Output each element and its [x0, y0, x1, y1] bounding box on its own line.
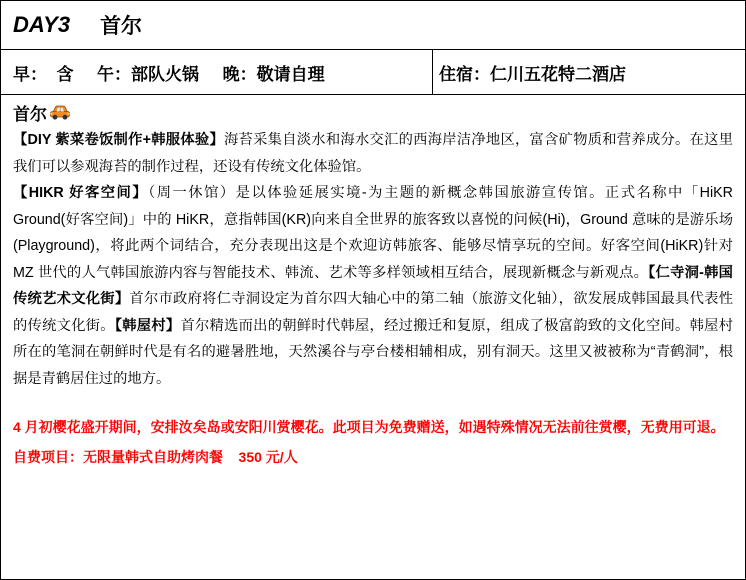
section-heading	[13, 99, 733, 125]
day-content	[0, 94, 746, 580]
description-text: 海苔采集自淡水和海水交汇的西海岸洁净地区，富含矿物质和营养成分。在这里我们可以参观海苔的制作过程，还设有传统文化体验馆。	[13, 132, 733, 175]
car-icon	[49, 103, 71, 121]
highlight-title: 【DIY 紫菜卷饭制作+韩服体验】	[13, 132, 224, 148]
description-text: （周一休馆）是以体验延展实境-为主题的新概念韩国旅游宣传馆。正式名称中「HiKR Ground(好客空间)」中的 HiKR，意指韩国(KR)向来自全世界的旅客致以喜悦的问候(Hi)，Ground 意味的是游乐场(Playground)，将此两个词结合，充分表现出这是个欢迎访韩旅客、能够尽情享玩的空间。好客空间(HiKR)针对 MZ 世代的人气韩国旅游内容与智能技术、韩流、艺术等多样领域相互结合，展现新概念与新观点。	[13, 185, 733, 281]
description-text: 首尔精选而出的朝鲜时代韩屋，经过搬迁和复原，组成了极富韵致的文化空间。韩屋村所在的笔洞在朝鲜时代是有名的避暑胜地，天然溪谷与亭台楼相辅相成，别有洞天。这里又被被称为“青鹤洞”，根据是青鹤居住过的地方。	[13, 317, 734, 387]
city-title: 首尔	[100, 15, 143, 38]
section-title: 首尔	[13, 104, 47, 124]
optional-item-note: 自费项目：无限量韩式自助烤肉餐 350 元/人	[13, 449, 298, 465]
highlight-title: 【仁寺洞-韩国传统艺术文化街】	[13, 264, 733, 307]
day-title-row	[0, 0, 746, 50]
highlight-title: 【韩屋村】	[114, 317, 181, 334]
cherry-blossom-note: 4 月初樱花盛开期间，安排汝矣岛或安阳川赏樱花。此项目为免费赠送，如遇特殊情况无法前往赏樱，无费用可退。	[13, 419, 725, 435]
description-text: 首尔市政府将仁寺洞设定为首尔四大轴心中的第二轴（旅游文化轴），欲发展成韩国最具代表性的传统文化街。	[13, 291, 733, 334]
hotel-info: 住宿：仁川五花特二酒店	[439, 64, 626, 84]
highlight-title: 【HIKR 好客空间】	[13, 185, 149, 201]
meals-info: 早： 含 午：部队火锅 晚：敬请自理	[1, 50, 433, 94]
meals-row	[0, 49, 746, 95]
section-body	[13, 127, 733, 392]
day-label: DAY3	[13, 12, 71, 37]
spacer	[13, 392, 733, 414]
